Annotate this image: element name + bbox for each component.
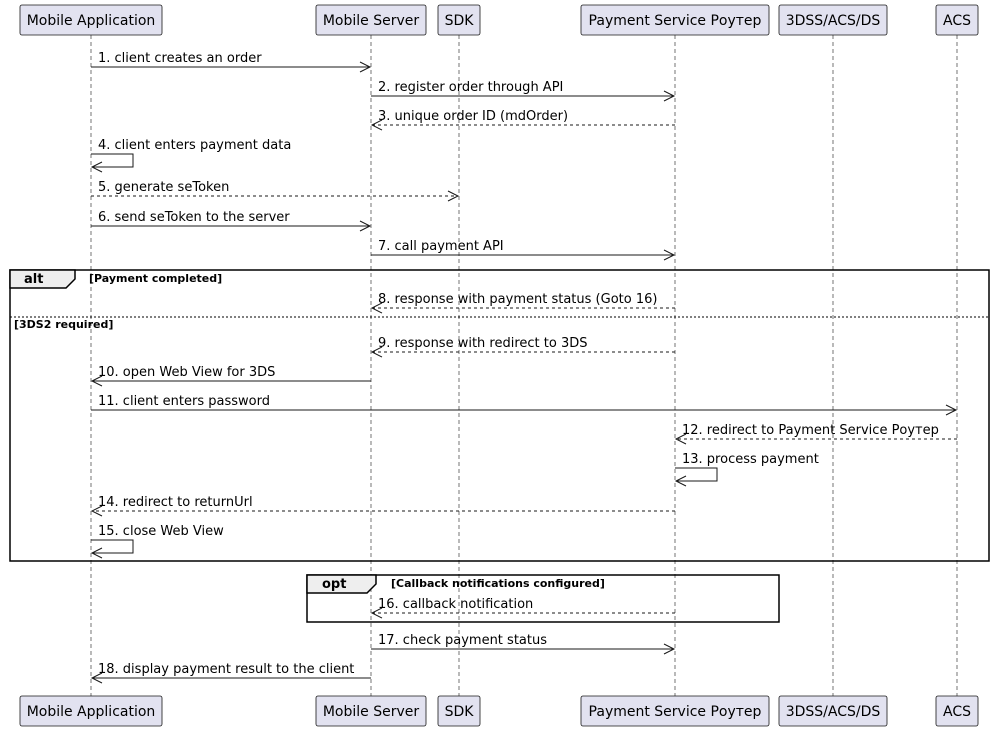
participant-server-top bbox=[316, 5, 426, 35]
message-4 bbox=[91, 138, 291, 172]
participant-acs-bottom bbox=[936, 696, 978, 726]
participant-label: 3DSS/ACS/DS bbox=[785, 13, 881, 29]
message-label: 15. close Web View bbox=[98, 524, 224, 539]
message-label: 7. call payment API bbox=[378, 239, 504, 254]
message-label: 11. client enters password bbox=[98, 394, 270, 409]
participant-label: SDK bbox=[444, 704, 474, 720]
message-label: 16. callback notification bbox=[378, 597, 534, 612]
message-9 bbox=[372, 336, 675, 357]
participant-label: Mobile Server bbox=[322, 13, 420, 29]
alt-fragment bbox=[10, 270, 989, 561]
message-5 bbox=[91, 180, 458, 201]
participant-ds-bottom bbox=[779, 696, 887, 726]
participant-app-top bbox=[20, 5, 162, 35]
participants-bottom bbox=[20, 696, 978, 726]
participant-label: Payment Service Роутер bbox=[588, 13, 762, 29]
participant-label: ACS bbox=[943, 704, 971, 720]
participants-top bbox=[20, 5, 978, 35]
message-11 bbox=[91, 394, 956, 415]
message-17 bbox=[371, 633, 674, 654]
participant-sdk-top bbox=[438, 5, 480, 35]
participant-acs-top bbox=[936, 5, 978, 35]
message-13 bbox=[675, 452, 819, 486]
message-10 bbox=[92, 365, 371, 386]
participant-router-bottom bbox=[581, 696, 769, 726]
message-18 bbox=[92, 662, 371, 683]
message-label: 4. client enters payment data bbox=[98, 138, 292, 153]
participant-label: Mobile Server bbox=[322, 704, 420, 720]
message-label: 5. generate seToken bbox=[98, 180, 230, 195]
participant-router-top bbox=[581, 5, 769, 35]
message-16 bbox=[372, 597, 675, 618]
participant-app-bottom bbox=[20, 696, 162, 726]
message-line bbox=[91, 540, 133, 553]
message-label: 3. unique order ID (mdOrder) bbox=[378, 109, 569, 124]
message-14 bbox=[92, 495, 675, 516]
participant-ds-top bbox=[779, 5, 887, 35]
message-6 bbox=[91, 210, 370, 231]
participant-label: ACS bbox=[943, 13, 971, 29]
message-label: 12. redirect to Payment Service Роутер bbox=[682, 423, 939, 438]
participant-label: SDK bbox=[444, 13, 474, 29]
message-label: 1. client creates an order bbox=[98, 51, 262, 66]
participant-label: Mobile Application bbox=[26, 704, 156, 720]
participant-label: 3DSS/ACS/DS bbox=[785, 704, 881, 720]
message-label: 17. check payment status bbox=[378, 633, 547, 648]
message-2 bbox=[371, 80, 674, 101]
message-1 bbox=[91, 51, 370, 72]
message-line bbox=[91, 154, 133, 167]
opt-guard: [Callback notifications configured] bbox=[391, 577, 605, 590]
message-label: 13. process payment bbox=[682, 452, 819, 467]
message-label: 18. display payment result to the client bbox=[98, 662, 355, 677]
alt-else-guard: [3DS2 required] bbox=[14, 318, 114, 331]
message-label: 14. redirect to returnUrl bbox=[98, 495, 253, 510]
message-15 bbox=[91, 524, 224, 558]
message-8 bbox=[372, 292, 675, 313]
message-3 bbox=[372, 109, 675, 130]
participant-label: Payment Service Роутер bbox=[588, 704, 762, 720]
message-label: 6. send seToken to the server bbox=[98, 210, 290, 225]
message-label: 10. open Web View for 3DS bbox=[98, 365, 276, 380]
opt-keyword: opt bbox=[322, 577, 347, 592]
alt-keyword: alt bbox=[24, 272, 44, 287]
message-label: 2. register order through API bbox=[378, 80, 564, 95]
message-line bbox=[675, 468, 717, 481]
message-label: 9. response with redirect to 3DS bbox=[378, 336, 588, 351]
participant-server-bottom bbox=[316, 696, 426, 726]
message-label: 8. response with payment status (Goto 16) bbox=[378, 292, 658, 307]
participant-label: Mobile Application bbox=[26, 13, 156, 29]
alt-guard: [Payment completed] bbox=[89, 272, 223, 285]
message-7 bbox=[371, 239, 674, 260]
message-12 bbox=[676, 423, 957, 444]
participant-sdk-bottom bbox=[438, 696, 480, 726]
